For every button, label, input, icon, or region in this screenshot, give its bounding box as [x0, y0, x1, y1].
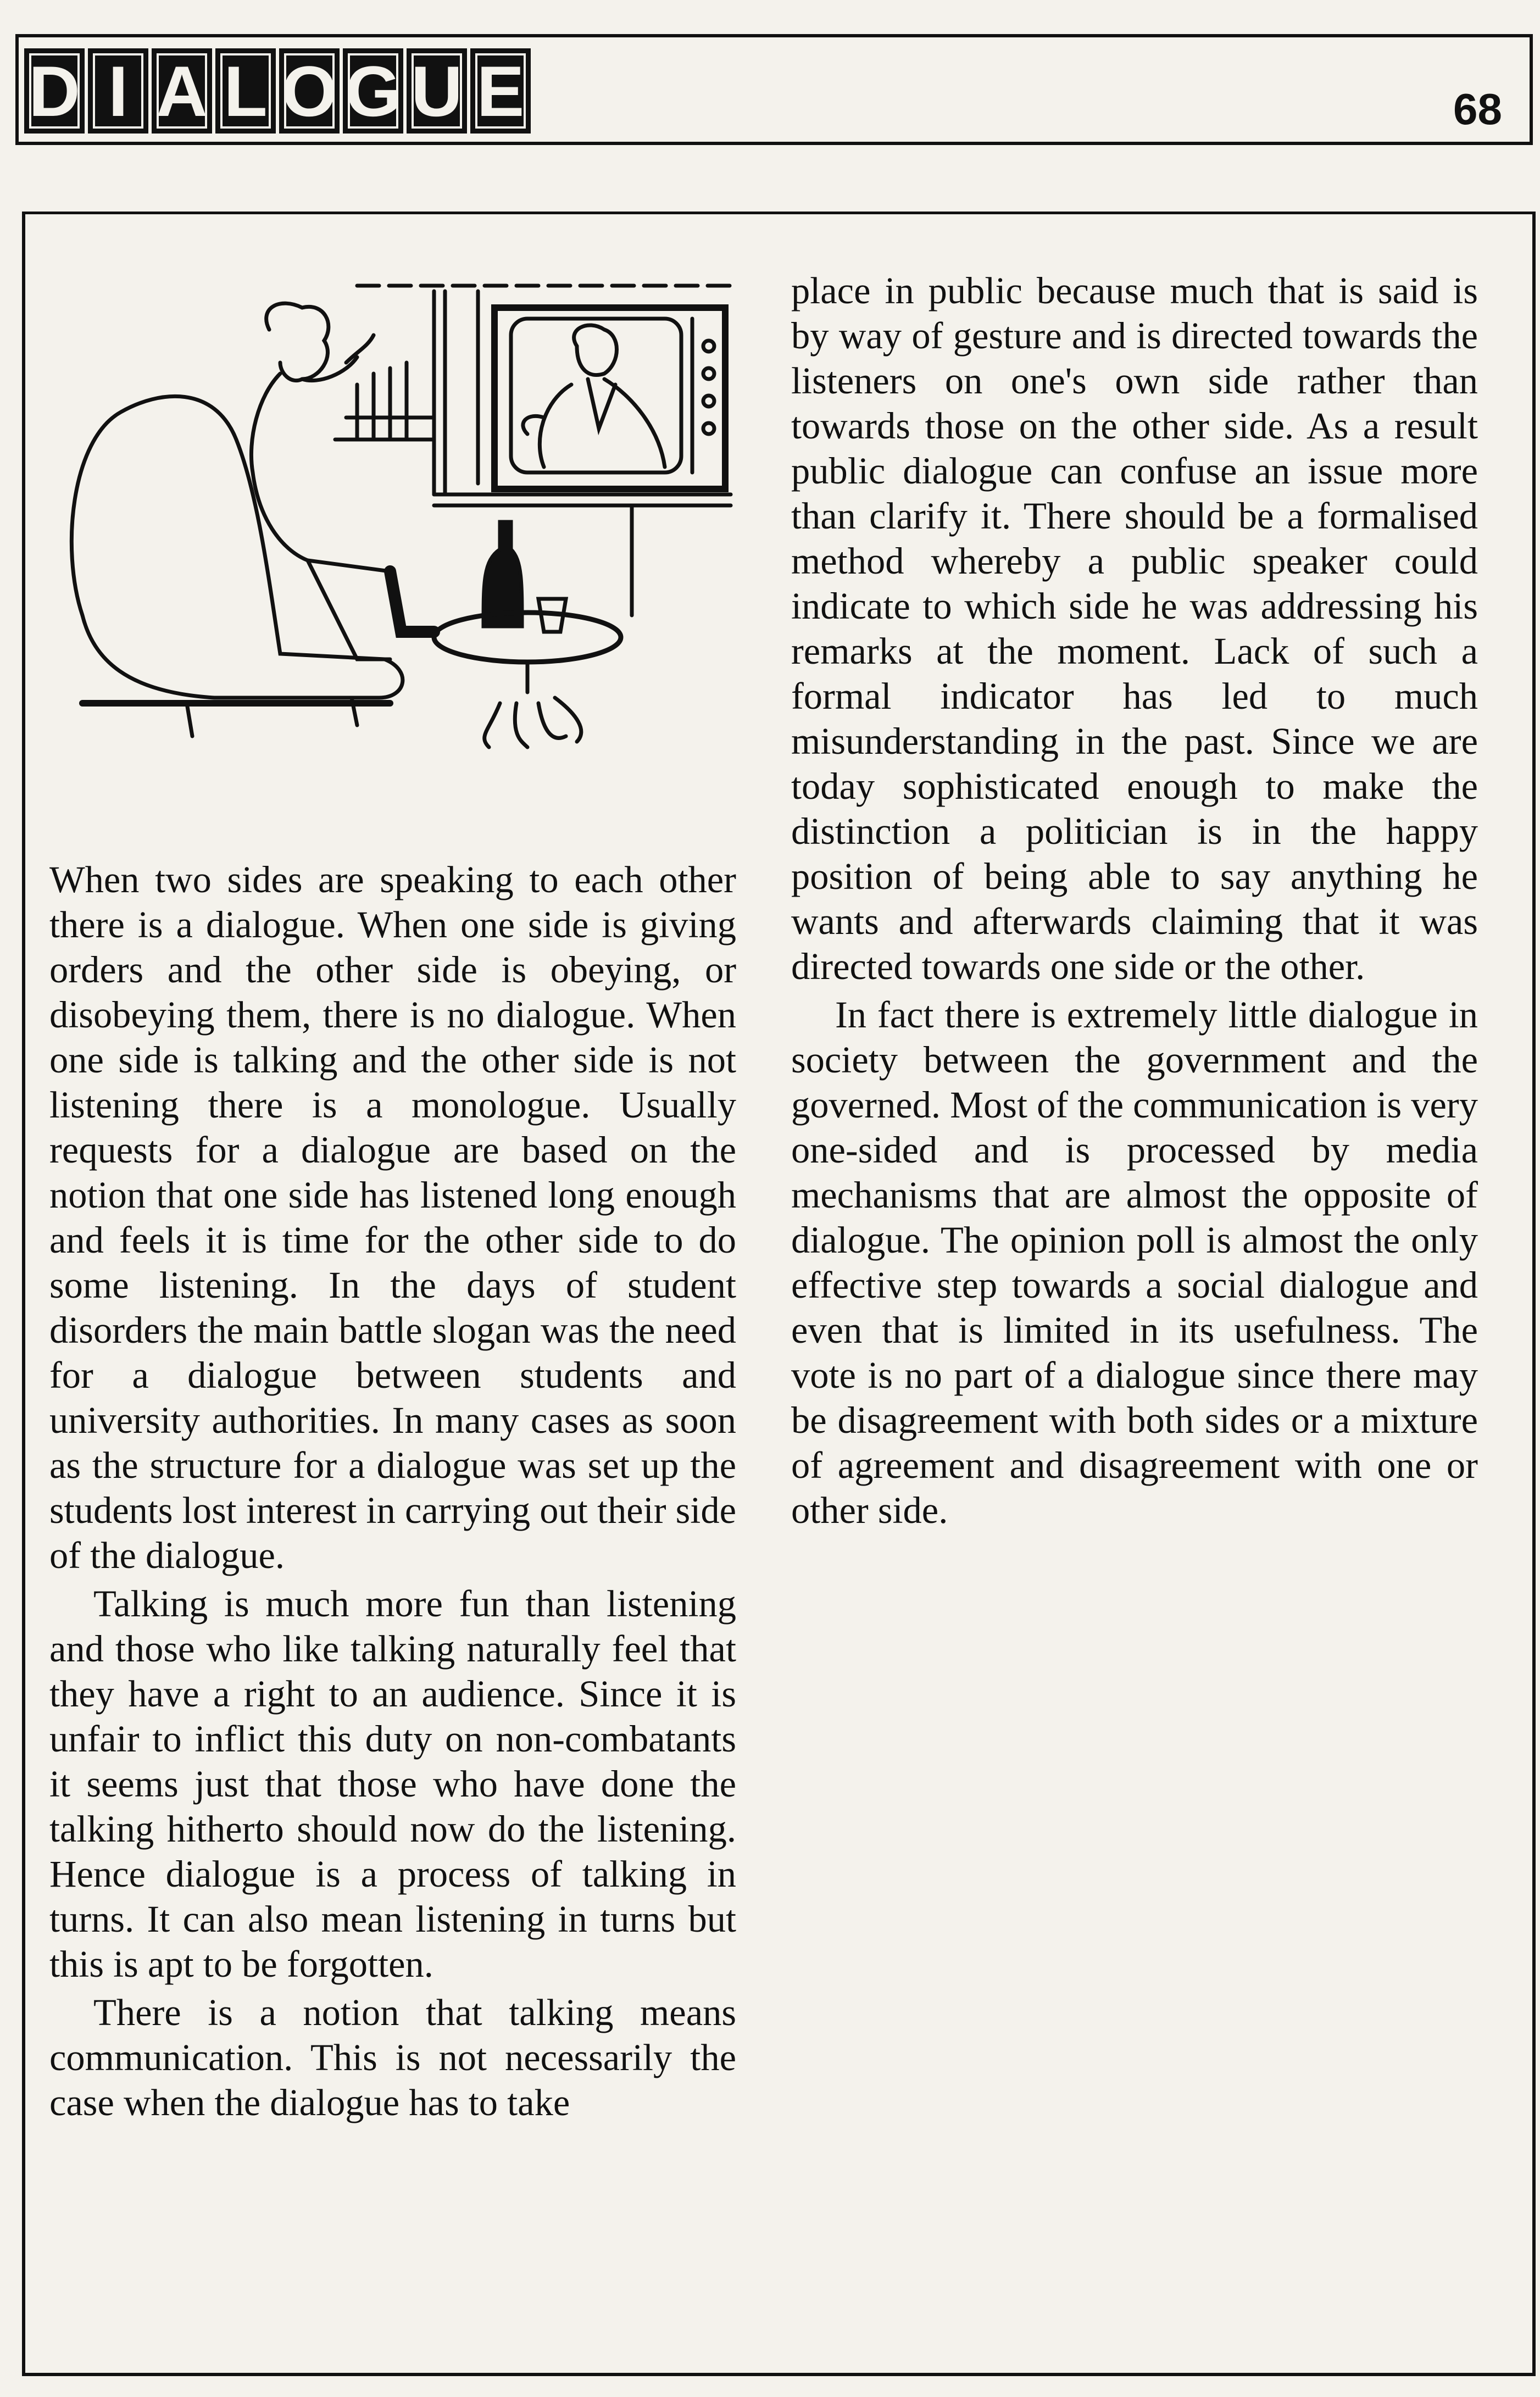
article-paragraph: When two sides are speaking to each other there is a dialogue. When one side is giving orders and the other side is obeying, or disobeying them, there is no dialogue. When one side is talking and the other side is not listening there is a monologue. Usually requests for a dialogue are based on the notion that one side has listened long enough and feels it is time for the other side to do some listening. In the days of student disorders the main battle slogan was the need for a dialogue between students and university authorities. In many cases as soon as the structure for a dialogue was set up the students lost interest in carrying out their side of the dialogue.	[49, 859, 736, 1576]
article-paragraph: Talking is much more fun than listening and those who like talking naturally feel that they have a right to an audience. Since it is unfair to inflict this duty on non-combatants it seems just that those who have done the talking hitherto should now do the listening. Hence dialogue is a process of talking in turns. It can also mean listening in turns but this is apt to be forgotten.	[49, 1583, 736, 1985]
masthead-letter: E	[470, 48, 531, 134]
masthead-letter: A	[152, 48, 212, 134]
article-paragraph: In fact there is extremely little dialogue in society between the government and the governed. Most of the communication is very one-sided and is processed by media mechanisms that are almost the opposite of dialogue. The opinion poll is almost the only effective step towards a social dialogue and even that is limited in its usefulness. The vote is no part of a dialogue since there may be disagreement with both sides or a mixture of agreement and disagreement with one or other side.	[791, 994, 1478, 1531]
masthead-letter: U	[407, 48, 467, 134]
cartoon-man-watching-tv-icon	[49, 275, 764, 769]
page-header	[15, 34, 1533, 145]
article-paragraph: There is a notion that talking means communication. This is not necessarily the case when the dialogue has to take	[49, 1992, 736, 2123]
masthead-letter: G	[343, 48, 403, 134]
masthead-dialogue	[24, 48, 534, 134]
masthead-letter: D	[24, 48, 85, 134]
page-number: 68	[1453, 85, 1502, 134]
masthead-letter: L	[215, 48, 276, 134]
article-paragraph: place in public because much that is said is by way of gesture and is directed towards the listeners on one's own side rather than towards those on the other side. As a result public dialogue can confuse an issue more than clarify it. There should be a formalised method whereby a public speaker could indicate to which side he was addressing his remarks at the moment. Lack of such a formal indicator has led to much misunderstanding in the past. Since we are today sophisticated enough to make the distinction a politician is in the happy position of being able to say anything he wants and afterwards claiming that it was directed towards one side or the other.	[791, 270, 1478, 987]
masthead-letter: O	[279, 48, 340, 134]
article-column-left	[49, 857, 736, 2125]
article-column-right	[791, 268, 1478, 1533]
masthead-letter: I	[88, 48, 148, 134]
